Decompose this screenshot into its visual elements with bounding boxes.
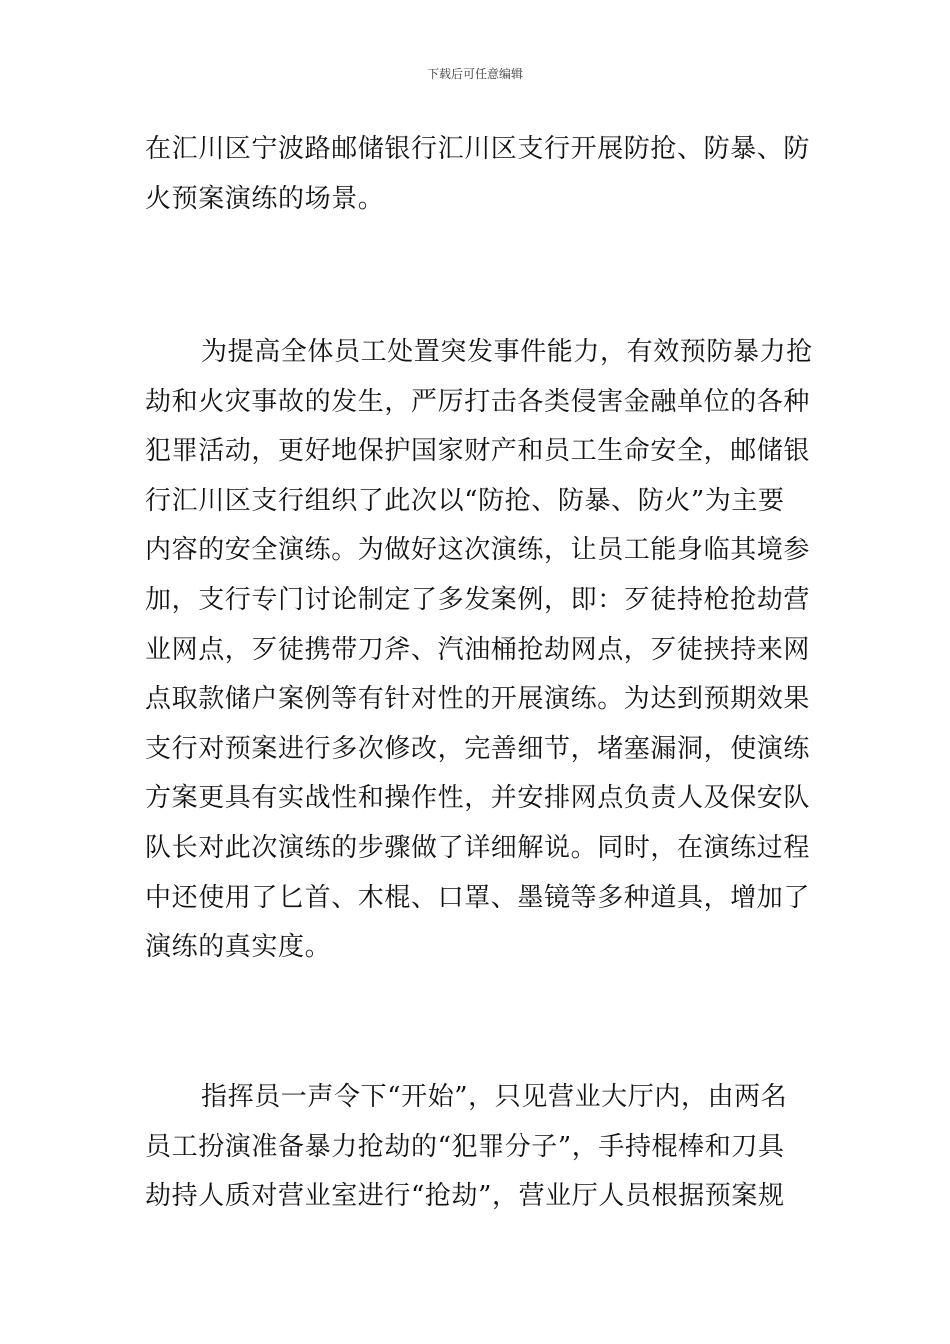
page-header-note: 下载后可任意编辑 <box>426 67 523 81</box>
paragraph-drill-purpose <box>145 328 813 973</box>
text-line: 点取款储户案例等有针对性的开展演练。为达到预期效果 <box>145 684 811 715</box>
text-line: 行汇川区支行组织了此次以“防抢、防暴、防火”为主要 <box>145 485 785 516</box>
paragraph-drill-start <box>145 1073 810 1222</box>
paragraph-scene-caption <box>145 125 810 224</box>
text-line: 加，支行专门讨论制定了多发案例，即：歹徒持枪抢劫营 <box>145 584 811 615</box>
text-line: 业网点，歹徒携带刀斧、汽油桶抢劫网点，歹徒挟持来网 <box>145 634 811 665</box>
text-line: 中还使用了匕首、木棍、口罩、墨镜等多种道具，增加了 <box>145 882 811 913</box>
text-line: 劫和火灾事故的发生，严厉打击各类侵害金融单位的各种 <box>145 386 811 417</box>
text-line: 方案更具有实战性和操作性，并安排网点负责人及保安队 <box>145 783 811 814</box>
text-line: 支行对预案进行多次修改，完善细节，堵塞漏洞，使演练 <box>145 733 811 764</box>
text-line: 员工扮演准备暴力抢劫的“犯罪分子”，手持棍棒和刀具 <box>145 1131 785 1162</box>
text-line: 为提高全体员工处置突发事件能力，有效预防暴力抢 <box>201 337 813 367</box>
text-line: 火预案演练的场景。 <box>145 183 385 214</box>
text-line: 队长对此次演练的步骤做了详细解说。同时，在演练过程 <box>145 832 811 863</box>
text-line: 演练的真实度。 <box>145 932 332 963</box>
text-line: 在汇川区宁波路邮储银行汇川区支行开展防抢、防暴、防 <box>145 134 811 164</box>
text-line: 指挥员一声令下“开始”，只见营业大厅内，由两名 <box>201 1082 788 1112</box>
text-line: 犯罪活动，更好地保护国家财产和员工生命安全，邮储银 <box>145 436 811 467</box>
text-line: 劫持人质对营业室进行“抢劫”，营业厅人员根据预案规 <box>145 1181 785 1212</box>
text-line: 内容的安全演练。为做好这次演练，让员工能身临其境参 <box>145 535 811 566</box>
